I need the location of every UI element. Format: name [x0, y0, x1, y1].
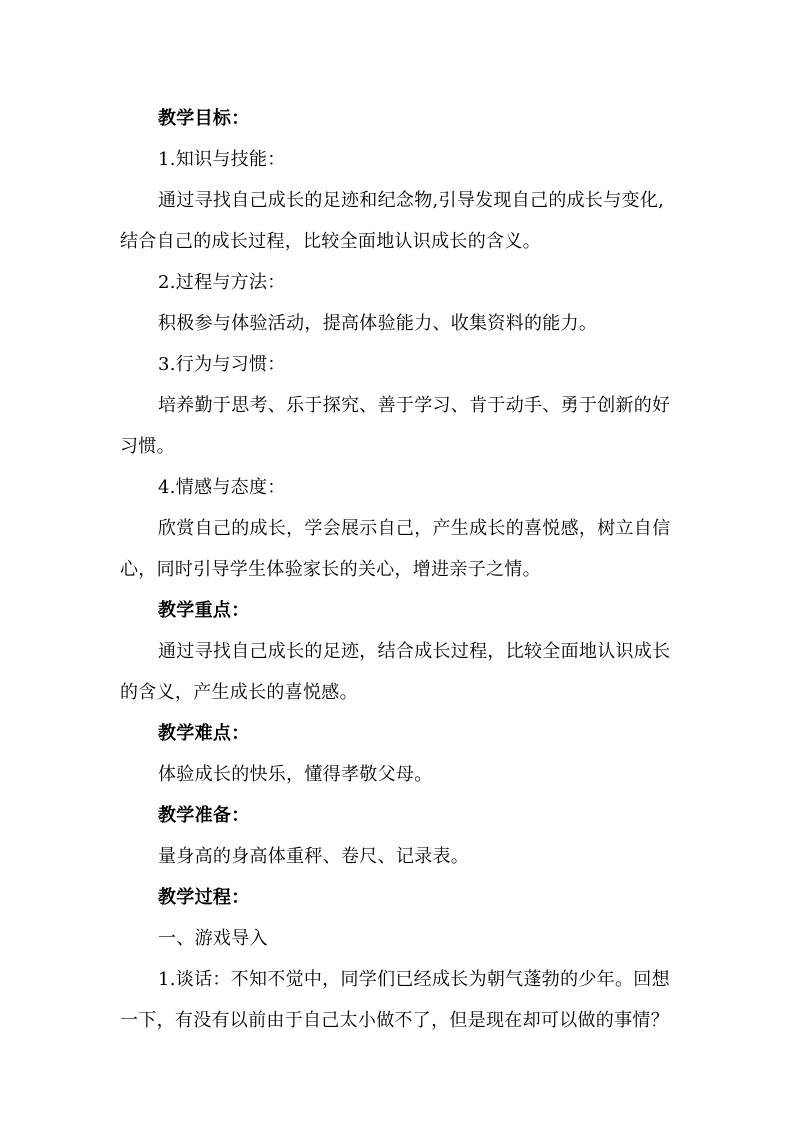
process-paragraph-line-2: 一下，有没有以前由于自己太小做不了，但是现在却可以做的事情？ — [120, 1010, 669, 1031]
difficulty-line-1: 体验成长的快乐，懂得孝敬父母。 — [158, 764, 433, 785]
heading-objectives: 教学目标： — [158, 108, 250, 129]
section-1-paragraph-line-1: 通过寻找自己成长的足迹和纪念物,引导发现自己的成长与变化, — [158, 190, 665, 211]
section-3-paragraph-line-2: 习惯。 — [120, 436, 175, 457]
section-4-title: 4.情感与态度： — [158, 477, 286, 498]
heading-preparation: 教学准备： — [158, 805, 250, 826]
section-3-title: 3.行为与习惯： — [158, 354, 286, 375]
process-paragraph-line-1: 1.谈话：不知不觉中，同学们已经成长为朝气蓬勃的少年。回想 — [158, 969, 670, 990]
section-2-title: 2.过程与方法： — [158, 272, 286, 293]
section-1-title: 1.知识与技能： — [158, 149, 286, 170]
key-points-line-1: 通过寻找自己成长的足迹，结合成长过程，比较全面地认识成长 — [158, 641, 671, 662]
section-3-paragraph-line-1: 培养勤于思考、乐于探究、善于学习、肯于动手、勇于创新的好 — [158, 395, 671, 416]
section-4-paragraph-line-1: 欣赏自己的成长，学会展示自己，产生成长的喜悦感，树立自信 — [158, 518, 671, 539]
preparation-line-1: 量身高的身高体重秤、卷尺、记录表。 — [158, 846, 470, 867]
heading-process: 教学过程： — [158, 887, 250, 908]
heading-key-points: 教学重点： — [158, 600, 250, 621]
section-2-paragraph: 积极参与体验活动，提高体验能力、收集资料的能力。 — [158, 313, 598, 334]
process-subheading-1: 一、游戏导入 — [158, 928, 268, 949]
key-points-line-2: 的含义，产生成长的喜悦感。 — [120, 682, 358, 703]
section-4-paragraph-line-2: 心，同时引导学生体验家长的关心，增进亲子之情。 — [120, 559, 541, 580]
section-1-paragraph-line-2: 结合自己的成长过程，比较全面地认识成长的含义。 — [120, 231, 541, 252]
heading-difficulty: 教学难点： — [158, 723, 250, 744]
